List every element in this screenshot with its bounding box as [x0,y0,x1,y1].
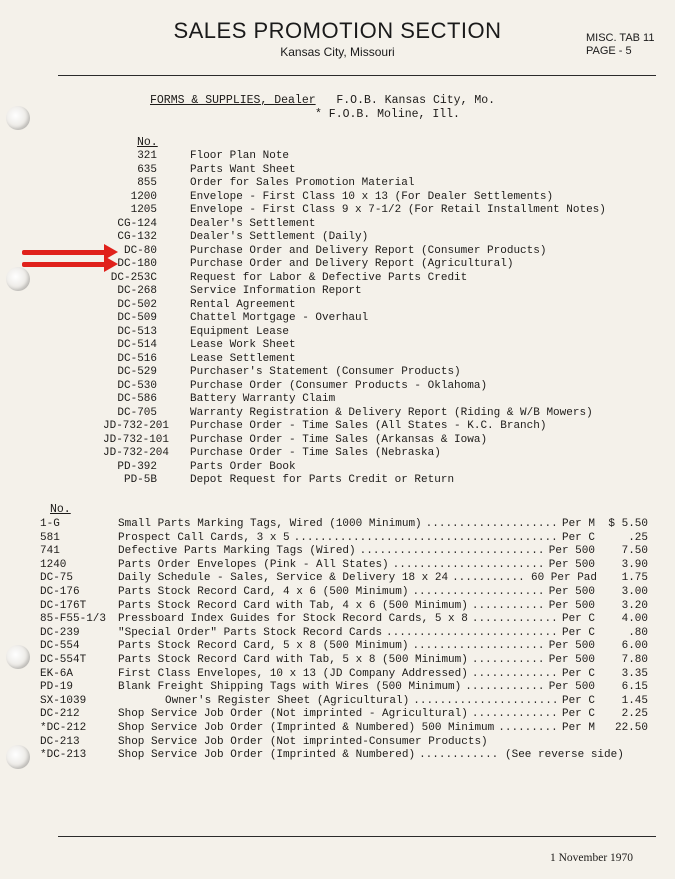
supply-number: SX-1039 [40,694,87,707]
dot-leader: ...................... [413,694,559,707]
supply-description: Parts Order Envelopes (Pink - All States) [118,558,389,571]
supply-description: Parts Stock Record Card, 4 x 6 (500 Minimum) [118,586,409,598]
supply-description: Parts Stock Record Card with Tab, 4 x 6 (500 Minimum) [118,599,468,612]
form-description: Purchase Order (Consumer Products - Oklahoma) [190,379,488,392]
supply-number: 1-G [40,518,60,530]
form-description: Rental Agreement [190,298,296,311]
unit-label: Per 500 [548,558,595,571]
price-value: 7.50 [621,545,648,558]
form-number: 321 [137,150,157,162]
form-description: Battery Warranty Claim [190,393,336,405]
unit-label: Per M [561,722,595,734]
supply-description: Shop Service Job Order (Not imprinted-Consumer Products) [118,735,488,748]
supply-description: Shop Service Job Order (Imprinted & Numbered) 500 Minimum [118,722,495,734]
issue-date: 1 November 1970 [550,852,634,864]
punch-hole [6,745,30,769]
form-description: Lease Settlement [190,352,296,365]
form-description: Request for Labor & Defective Parts Credit [190,271,468,284]
dot-leader: ............. [471,613,558,626]
dot-leader: .................... [412,586,545,598]
unit-label: Per 500 [548,586,595,598]
price-value: 4.00 [621,613,648,626]
unit-label: Per C [561,694,595,707]
form-description: Warranty Registration & Delivery Report (Riding & W/B Mowers) [190,406,593,419]
form-description: Purchaser's Statement (Consumer Products) [190,366,461,378]
price-value: 6.00 [621,640,648,653]
fob-kansas-city: F.O.B. Kansas City, Mo. [336,94,496,107]
supply-description: First Class Envelopes, 10 x 13 (JD Company Addressed) [118,667,468,680]
form-number: PD-392 [117,460,157,473]
unit-label: Per C [561,531,595,544]
unit-label: Per 500 [548,654,595,666]
form-number: 1200 [130,190,157,203]
supply-description: Defective Parts Marking Tags (Wired) [118,545,356,558]
form-number: DC-253C [110,271,157,284]
form-number: 855 [137,177,157,189]
supply-number: DC-213 [40,735,80,748]
dot-leader: ........... [471,654,545,666]
supply-description: "Special Order" Parts Stock Record Cards [118,626,383,639]
dot-leader: ........................................ [293,531,558,544]
supply-number: 581 [40,531,60,544]
price-value: 7.80 [621,654,648,666]
punch-hole [6,267,30,291]
footer-rule [58,836,656,837]
page-number: PAGE - 5 [586,45,632,57]
dot-leader: ........... [471,599,545,612]
form-description: Depot Request for Parts Credit or Return [190,474,455,486]
supply-description: Pressboard Index Guides for Stock Record Cards, 5 x 8 [118,613,468,626]
form-number: DC-586 [117,393,157,405]
form-description: Purchase Order and Delivery Report (Consumer Products) [190,244,547,257]
supply-number: 85-F55-1/3 [40,613,107,626]
form-description: Dealer's Settlement (Daily) [190,231,369,243]
form-description: Purchase Order and Delivery Report (Agricultural) [190,258,514,270]
supply-number: DC-239 [40,626,80,639]
supply-number: PD-19 [40,681,74,694]
dot-leader: ............ [419,749,499,762]
punch-hole [6,645,30,669]
form-description: Envelope - First Class 10 x 13 (For Dealer Settlements) [190,190,554,203]
price-value: 3.35 [621,667,648,680]
form-number: JD-732-204 [103,447,170,459]
form-description: Parts Order Book [190,460,296,473]
form-number: DC-180 [117,258,157,270]
price-value: 3.00 [621,586,648,598]
supply-description: Prospect Call Cards, 3 x 5 [118,531,290,544]
tab-reference [586,32,654,58]
forms-heading [150,94,495,107]
supply-description: Shop Service Job Order (Not imprinted - Agricultural) [118,708,468,721]
form-number: 1205 [130,204,157,216]
dot-leader: .................... [412,640,545,653]
price-value: 3.20 [621,599,648,612]
unit-label: Per C [561,613,595,626]
supply-number: *DC-213 [40,749,87,762]
unit-label: Per 500 [548,599,595,612]
unit-label: Per 500 [548,545,595,558]
form-description: Chattel Mortgage - Overhaul [190,312,369,324]
dot-leader: ....................... [392,558,545,571]
dot-leader: ........... [452,572,525,585]
form-number: DC-529 [117,366,157,378]
dot-leader: ............. [471,667,558,680]
price-value: 3.90 [621,558,648,571]
supply-number: DC-212 [40,708,80,721]
form-number: CG-132 [117,231,157,243]
see-reverse-note: (See reverse side) [505,749,624,762]
form-description: Purchase Order - Time Sales (All States - K.C. Branch) [190,420,547,432]
price-value: .25 [628,531,648,544]
dot-leader: ............ [465,681,545,694]
form-description: Parts Want Sheet [190,163,296,176]
page-title: SALES PROMOTION SECTION [173,18,502,43]
supply-number: DC-176 [40,586,80,598]
supply-number: *DC-212 [40,722,87,734]
form-number: DC-514 [117,339,157,351]
supply-number: DC-176T [40,599,87,612]
tab-label: MISC. TAB 11 [586,32,655,44]
supply-description: Blank Freight Shipping Tags with Wires (500 Minimum) [118,681,462,694]
price-value: 6.15 [621,681,648,694]
price-value: 2.25 [621,708,648,721]
form-number: 635 [137,163,157,176]
unit-label: 60 Per Pad [530,572,597,585]
form-number: DC-530 [117,379,157,392]
supply-description: Shop Service Job Order (Imprinted & Numbered) [118,749,416,762]
supply-description: Small Parts Marking Tags, Wired (1000 Minimum) [118,518,422,530]
supply-number: DC-75 [40,572,74,585]
form-number: DC-268 [117,285,157,297]
dot-leader: .................... [425,518,558,530]
forms-title: FORMS & SUPPLIES, Dealer [150,94,316,107]
supply-number: DC-554 [40,640,80,653]
unit-label: Per 500 [548,640,595,653]
dot-leader: ............................ [359,545,545,558]
form-description: Service Information Report [190,285,362,297]
supply-number: 1240 [40,558,67,571]
price-value: 1.75 [621,572,648,585]
page-subtitle: Kansas City, Missouri [280,45,395,59]
form-description: Purchase Order - Time Sales (Nebraska) [190,447,441,459]
price-value: .80 [628,626,648,639]
price-value: 1.45 [621,694,648,707]
dot-leader: ......... [498,722,558,734]
form-number: JD-732-201 [103,420,170,432]
supply-description: Owner's Register Sheet (Agricultural) [165,694,410,707]
form-number: CG-124 [117,217,157,230]
form-description: Equipment Lease [190,325,290,338]
section2-no-header: No. [50,503,71,516]
form-description: Dealer's Settlement [190,217,316,230]
form-number: DC-705 [117,406,157,419]
form-number: DC-80 [123,244,157,257]
price-value: $ 5.50 [608,518,648,530]
form-description: Lease Work Sheet [190,339,296,351]
fob-moline: * F.O.B. Moline, Ill. [315,108,460,121]
section1-no-header: No. [137,136,158,149]
supply-number: EK-6A [40,667,74,680]
supply-description: Daily Schedule - Sales, Service & Delivery 18 x 24 [118,572,449,585]
supply-number: 741 [40,545,60,558]
dot-leader: .......................... [386,626,558,639]
supply-description: Parts Stock Record Card with Tab, 5 x 8 (500 Minimum) [118,654,468,666]
price-value: 22.50 [614,722,648,734]
form-description: Envelope - First Class 9 x 7-1/2 (For Retail Installment Notes) [190,204,606,216]
form-description: Order for Sales Promotion Material [190,177,415,189]
form-number: PD-5B [123,474,157,486]
form-number: DC-509 [117,312,157,324]
unit-label: Per 500 [548,681,595,694]
form-description: Floor Plan Note [190,150,290,162]
form-number: DC-516 [117,352,157,365]
unit-label: Per C [561,626,595,639]
dot-leader: ............. [471,708,558,721]
form-description: Purchase Order - Time Sales (Arkansas & Iowa) [190,433,488,446]
unit-label: Per C [561,708,595,721]
supply-number: DC-554T [40,654,87,666]
form-number: JD-732-101 [103,433,170,446]
punch-hole [6,106,30,130]
unit-label: Per C [561,667,595,680]
header-rule [58,75,656,76]
form-number: DC-513 [117,325,157,338]
supply-description: Parts Stock Record Card, 5 x 8 (500 Minimum) [118,640,409,653]
unit-label: Per M [561,518,595,530]
form-number: DC-502 [117,298,157,311]
